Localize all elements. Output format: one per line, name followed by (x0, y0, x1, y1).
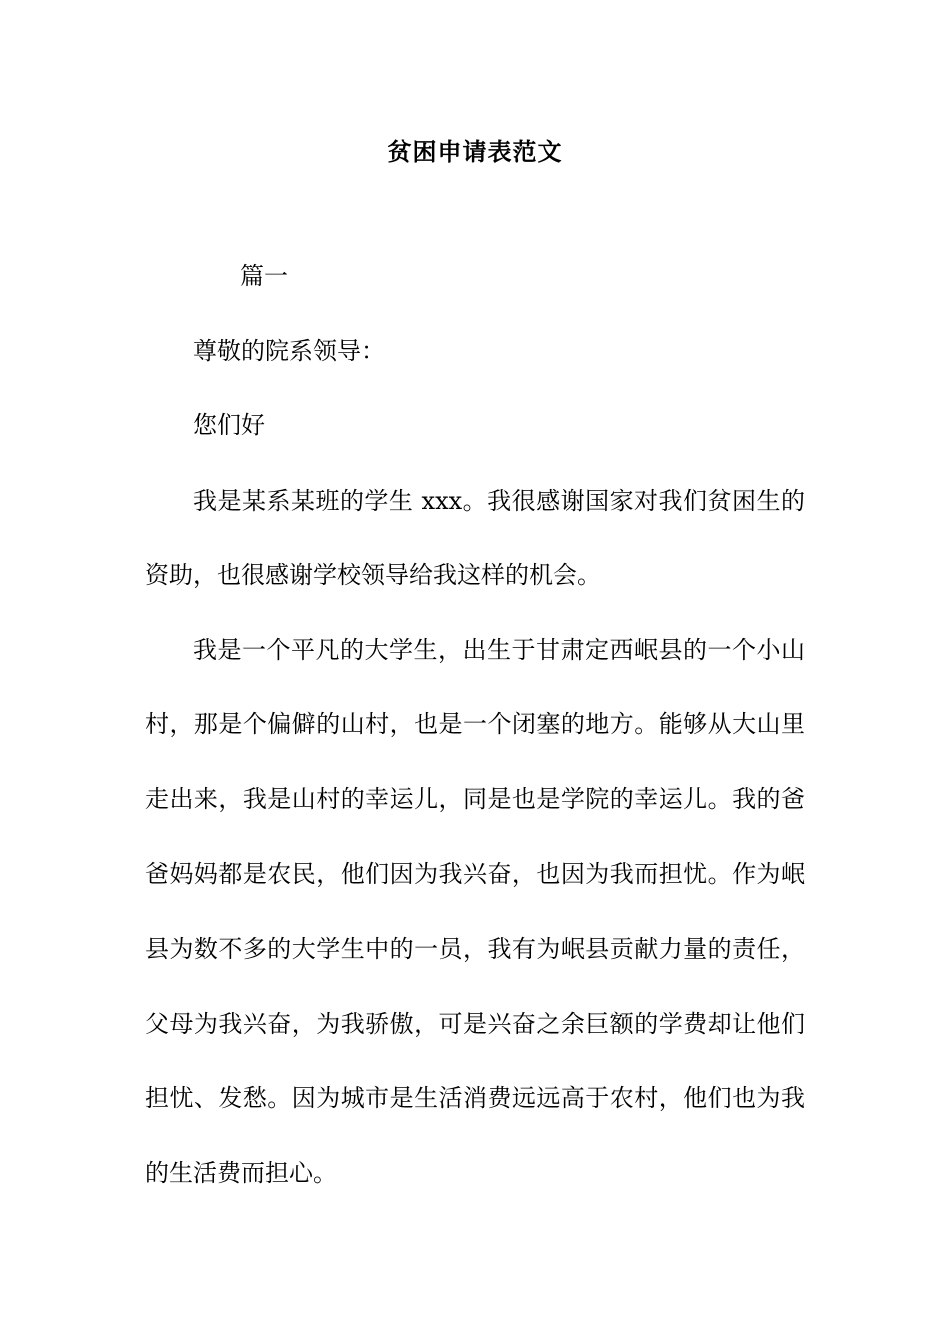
paragraph-2-line-5: 县为数不多的大学生中的一员，我有为岷县贡献力量的责任， (145, 935, 805, 963)
document-title: 贫困申请表范文 (387, 137, 563, 166)
paragraph-2-line-8: 的生活费而担心。 (145, 1159, 337, 1187)
paragraph-1-line-1: 我是某系某班的学生 xxx。我很感谢国家对我们贫困生的 (193, 487, 805, 515)
paragraph-2-line-1: 我是一个平凡的大学生，出生于甘肃定西岷县的一个小山 (193, 636, 805, 664)
paragraph-1-line-2: 资助，也很感谢学校领导给我这样的机会。 (145, 561, 601, 589)
salutation: 尊敬的院系领导： (193, 337, 385, 365)
paragraph-2-line-3: 走出来，我是山村的幸运儿，同是也是学院的幸运儿。我的爸 (145, 785, 805, 813)
paragraph-2-line-6: 父母为我兴奋，为我骄傲，可是兴奋之余巨额的学费却让他们 (145, 1010, 805, 1038)
paragraph-2-line-2: 村，那是个偏僻的山村，也是一个闭塞的地方。能够从大山里 (145, 710, 805, 738)
paragraph-2-line-7: 担忧、发愁。因为城市是生活消费远远高于农村，他们也为我 (145, 1084, 805, 1112)
section-heading: 篇一 (240, 262, 288, 290)
paragraph-2-line-4: 爸妈妈都是农民，他们因为我兴奋，也因为我而担忧。作为岷 (145, 860, 805, 888)
greeting: 您们好 (193, 411, 265, 439)
